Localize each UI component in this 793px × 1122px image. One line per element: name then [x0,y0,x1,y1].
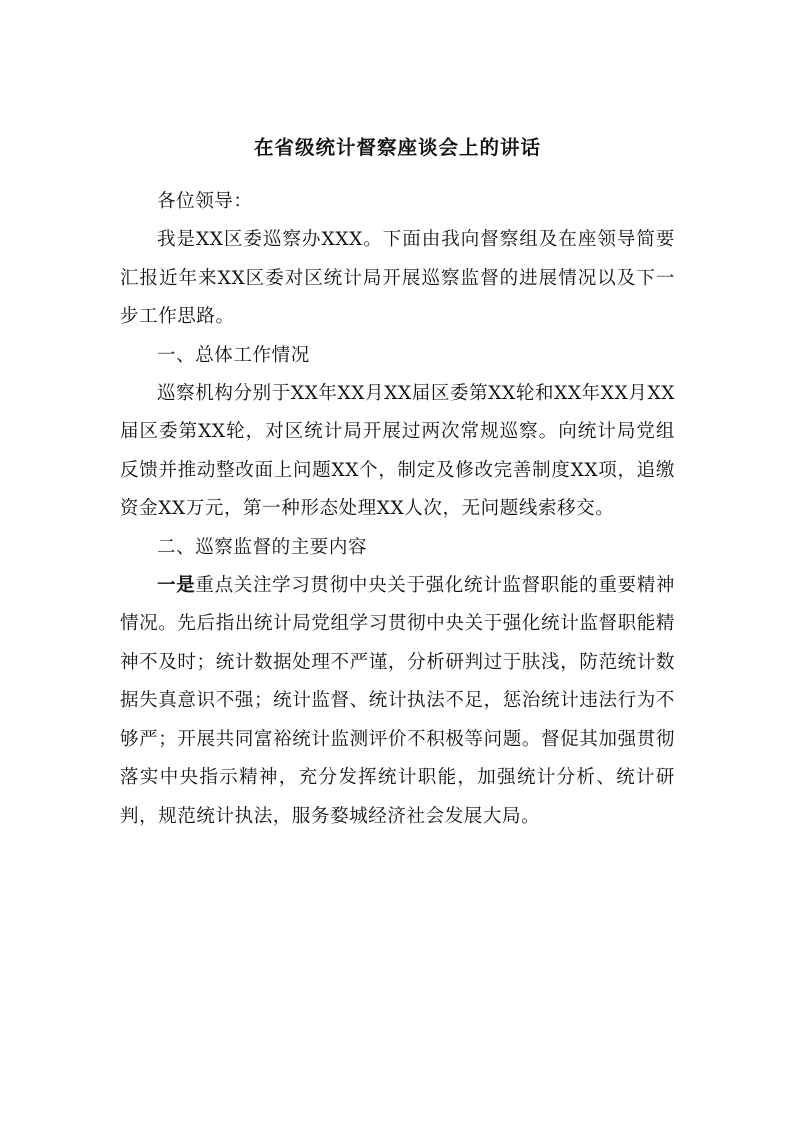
salutation: 各位领导： [157,191,253,212]
section-1-heading: 一、总体工作情况 [157,344,310,366]
section-2-paragraph [120,567,675,836]
section-2-lead: 一是 [157,575,196,597]
document-title: 在省级统计督察座谈会上的讲话 [253,136,541,159]
document-body [120,183,675,836]
section-2-body: 重点关注学习贯彻中央关于强化统计监督职能的重要精神情况。先后指出统计局党组学习贯彻中央关于强化统计监督职能精神不及时；统计数据处理不严谨，分析研判过于肤浅，防范统计数据失真意识不强；统计监督、统计执法不足，惩治统计违法行为不够严；开展共同富裕统计监测评价不积极等问题。督促其加强贯彻落实中央指示精神，充分发挥统计职能，加强统计分析、统计研判，规范统计执法，服务婺城经济社会发展大局。 [120,575,675,827]
section-1-paragraph: 巡察机构分别于XX年XX月XX届区委第XX轮和XX年XX月XX届区委第XX轮，对区统计局开展过两次常规巡察。向统计局党组反馈并推动整改面上问题XX个，制定及修改完善制度XX项，追缴资金XX万元，第一种形态处理XX人次，无问题线索移交。 [120,383,675,520]
section-2-heading: 二、巡察监督的主要内容 [157,536,368,558]
intro-paragraph: 我是XX区委巡察办XXX。下面由我向督察组及在座领导简要汇报近年来XX区委对区统计局开展巡察监督的进展情况以及下一步工作思路。 [120,229,675,328]
